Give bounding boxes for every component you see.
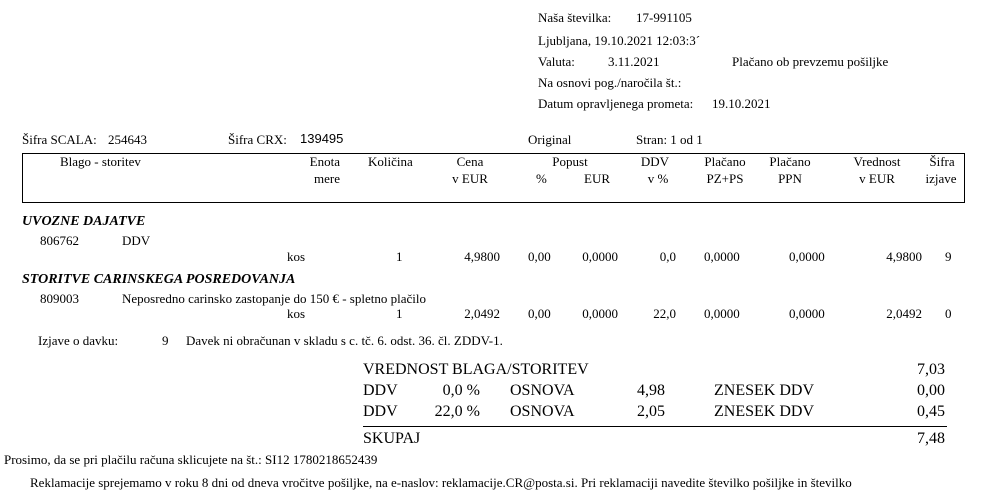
base-value: 4,98 <box>637 382 665 399</box>
item-unit: kos <box>287 306 306 321</box>
page-indicator: Stran: 1 od 1 <box>636 132 703 147</box>
vat-amount-label: ZNESEK DDV <box>714 403 814 420</box>
item-code: 809003 <box>40 291 79 306</box>
total-value: 7,48 <box>917 430 945 447</box>
our-number-value: 17-991105 <box>636 10 692 25</box>
item-description: DDV <box>122 233 151 248</box>
tax-statement-label: Izjave o davku: <box>38 333 119 348</box>
item-disc-eur: 0,0000 <box>582 249 618 264</box>
valuta-value: 3.11.2021 <box>608 54 660 69</box>
col-vrednost-eur: v EUR <box>859 171 895 186</box>
item-code: 806762 <box>40 233 79 248</box>
base-value: 2,05 <box>637 403 665 420</box>
item-disc-pct: 0,00 <box>528 249 551 264</box>
vat-rate: 0,0 % <box>442 382 480 399</box>
base-label: OSNOVA <box>510 382 575 399</box>
item-value: 2,0492 <box>886 306 922 321</box>
col-blago: Blago - storitev <box>60 154 141 169</box>
item-pzps: 0,0000 <box>704 306 740 321</box>
col-placano-ppn: Plačano <box>769 154 811 169</box>
section-title: UVOZNE DAJATVE <box>22 214 146 229</box>
order-basis: Na osnovi pog./naročila št.: <box>538 75 682 90</box>
col-placano-pzps: Plačano <box>704 154 746 169</box>
item-izjava: 9 <box>945 249 952 264</box>
item-vat: 22,0 <box>653 306 676 321</box>
vat-amount: 0,45 <box>917 403 945 420</box>
item-ppn: 0,0000 <box>789 249 825 264</box>
item-disc-pct: 0,00 <box>528 306 551 321</box>
col-mere: mere <box>314 171 340 186</box>
section-title: STORITVE CARINSKEGA POSREDOVANJA <box>22 272 296 287</box>
item-disc-eur: 0,0000 <box>582 306 618 321</box>
col-popust: Popust <box>552 154 588 169</box>
item-vat: 0,0 <box>659 249 676 264</box>
crx-label: Šifra CRX: <box>228 132 287 147</box>
service-date-value: 19.10.2021 <box>712 96 771 111</box>
col-vrednost: Vrednost <box>853 154 901 169</box>
complaints-note: Reklamacije sprejemamo v roku 8 dni od dneva vročitve pošiljke, na e-naslov: reklamacije.CR@posta.si. Pri reklamaciji navedite številko pošiljke in številko <box>30 475 852 490</box>
col-ddv: DDV <box>640 154 670 169</box>
tax-statement-text: Davek ni obračunan v skladu s c. tč. 6. odst. 36. čl. ZDDV-1. <box>186 333 503 348</box>
col-enota: Enota <box>309 154 340 169</box>
goods-value-label: VREDNOST BLAGA/STORITEV <box>363 361 589 378</box>
tax-statement-number: 9 <box>162 333 169 348</box>
crx-value: 139495 <box>300 131 344 146</box>
scala-label: Šifra SCALA: <box>22 132 97 147</box>
item-qty: 1 <box>396 306 403 321</box>
our-number-label: Naša številka: <box>538 10 612 25</box>
item-pzps: 0,0000 <box>704 249 740 264</box>
item-price: 2,0492 <box>464 306 500 321</box>
valuta-label: Valuta: <box>538 54 575 69</box>
total-label: SKUPAJ <box>363 430 421 447</box>
item-ppn: 0,0000 <box>789 306 825 321</box>
col-popust-pct: % <box>536 171 547 186</box>
original-label: Original <box>528 132 572 147</box>
col-kolicina: Količina <box>368 154 413 169</box>
vat-amount: 0,00 <box>917 382 945 399</box>
col-ppn: PPN <box>778 171 802 186</box>
scala-value: 254643 <box>108 132 147 147</box>
place-datetime: Ljubljana, 19.10.2021 12:03:3´ <box>538 33 701 48</box>
vat-label: DDV <box>363 382 398 399</box>
col-izjave: izjave <box>925 171 957 186</box>
col-cena-eur: v EUR <box>452 171 488 186</box>
goods-value: 7,03 <box>917 361 945 378</box>
totals-divider <box>363 426 947 427</box>
vat-amount-label: ZNESEK DDV <box>714 382 814 399</box>
payment-reference: Prosimo, da se pri plačilu računa sklicujete na št.: SI12 1780218652439 <box>4 452 378 467</box>
item-unit: kos <box>287 249 306 264</box>
col-cena: Cena <box>456 154 484 169</box>
item-izjava: 0 <box>945 306 952 321</box>
vat-label: DDV <box>363 403 398 420</box>
item-value: 4,9800 <box>886 249 922 264</box>
item-price: 4,9800 <box>464 249 500 264</box>
payment-note: Plačano ob prevzemu pošiljke <box>732 54 889 69</box>
vat-rate: 22,0 % <box>434 403 480 420</box>
service-date-label: Datum opravljenega prometa: <box>538 96 694 111</box>
col-ddv-pct: v % <box>647 171 669 186</box>
item-description: Neposredno carinsko zastopanje do 150 € - spletno plačilo <box>122 291 426 306</box>
col-sifra: Šifra <box>929 154 955 169</box>
col-popust-eur: EUR <box>584 171 610 186</box>
col-pzps: PZ+PS <box>706 171 744 186</box>
base-label: OSNOVA <box>510 403 575 420</box>
item-qty: 1 <box>396 249 403 264</box>
